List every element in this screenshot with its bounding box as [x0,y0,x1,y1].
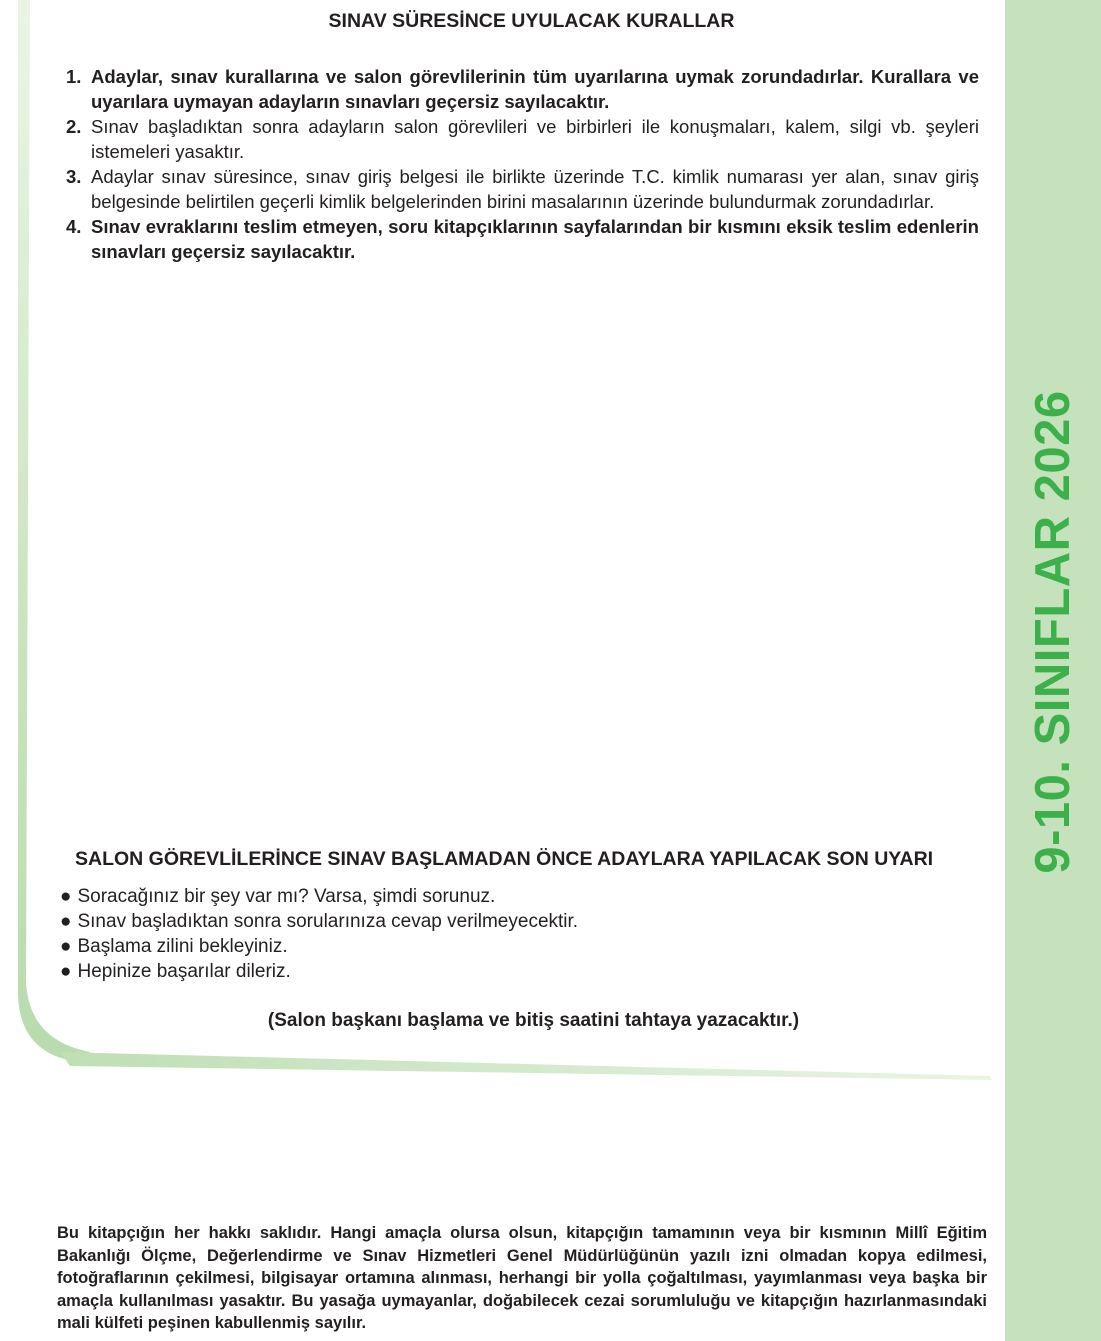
warning-text: Hepinize başarılar dileriz. [77,961,291,982]
bullet-icon: ● [60,961,72,982]
copyright-notice: Bu kitapçığın her hakkı saklıdır. Hangi amaçla olursa olsun, kitapçığın tamamının veya bir kısmının Millî Eğitim Bakanlığı Ölçme, Değerlendirme ve Sınav Hizmetleri Genel Müdürlüğünün yazılı izni olmadan kopya edilmesi, fotoğraflarının çekilmesi, bilgisayar ortamına alınması, herhangi bir yolla çoğaltılması, yayımlanması veya başka bir amaçla kullanılması yasaktır. Bu yasağa uymayanlar, doğabilecek cezai sorumluluğu ve kitapçığın hazırlanmasındaki mali külfeti peşinen kabullenmiş sayılır. [57,1224,987,1333]
rule-text: Sınav başladıktan sonra adayların salon görevlileri ve birbirleri ile konuşmaları, kalem, silgi vb. şeyleri istemeleri yasaktır. [91,116,979,162]
rules-title: SINAV SÜRESİNCE UYULACAK KURALLAR [328,10,735,32]
bullet-icon: ● [60,936,72,957]
rule-text: Sınav evraklarını teslim etmeyen, soru kitapçıklarının sayfalarından bir kısmını eksik teslim edenlerin sınavları geçersiz sayılacaktır. [91,216,979,262]
rule-number: 4. [66,216,82,237]
rule-item [60,164,979,214]
salon-note: (Salon başkanı başlama ve bitiş saatini tahtaya yazacaktır.) [267,1010,800,1031]
rule-number: 2. [66,116,82,137]
bullet-icon: ● [60,886,72,907]
warning-text: Soracağınız bir şey var mı? Varsa, şimdi sorunuz. [77,886,496,907]
warning-text: Sınav başladıktan sonra sorularınıza cevap verilmeyecektir. [77,911,579,932]
bullet-icon: ● [60,911,72,932]
warning-item [60,934,578,959]
warning-item [60,959,578,984]
rule-item [60,114,979,164]
rule-text: Adaylar sınav süresince, sınav giriş belgesi ile birlikte üzerinde T.C. kimlik numarası yer alan, sınav giriş belgesinde belirtilen geçerli kimlik belgelerinden birini masalarının üzerinde bulundurmak zorundadırlar. [91,166,979,212]
rule-item [60,64,979,114]
rule-text: Adaylar, sınav kurallarına ve salon görevlilerinin tüm uyarılarına uymak zorundadırlar. Kurallara ve uyarılara uymayan adayların sınavları geçersiz sayılacaktır. [91,66,979,112]
rule-item [60,214,979,264]
rule-number: 3. [66,166,82,187]
rules-list [60,64,979,264]
warning-list [60,884,578,984]
warning-text: Başlama zilini bekleyiniz. [77,936,288,957]
warning-title: SALON GÖREVLİLERİNCE SINAV BAŞLAMADAN ÖNCE ADAYLARA YAPILACAK SON UYARI [75,848,934,870]
rule-number: 1. [66,66,82,87]
warning-item [60,909,578,934]
warning-item [60,884,578,909]
side-title: 9-10. SINIFLAR 2026 [1026,390,1080,874]
